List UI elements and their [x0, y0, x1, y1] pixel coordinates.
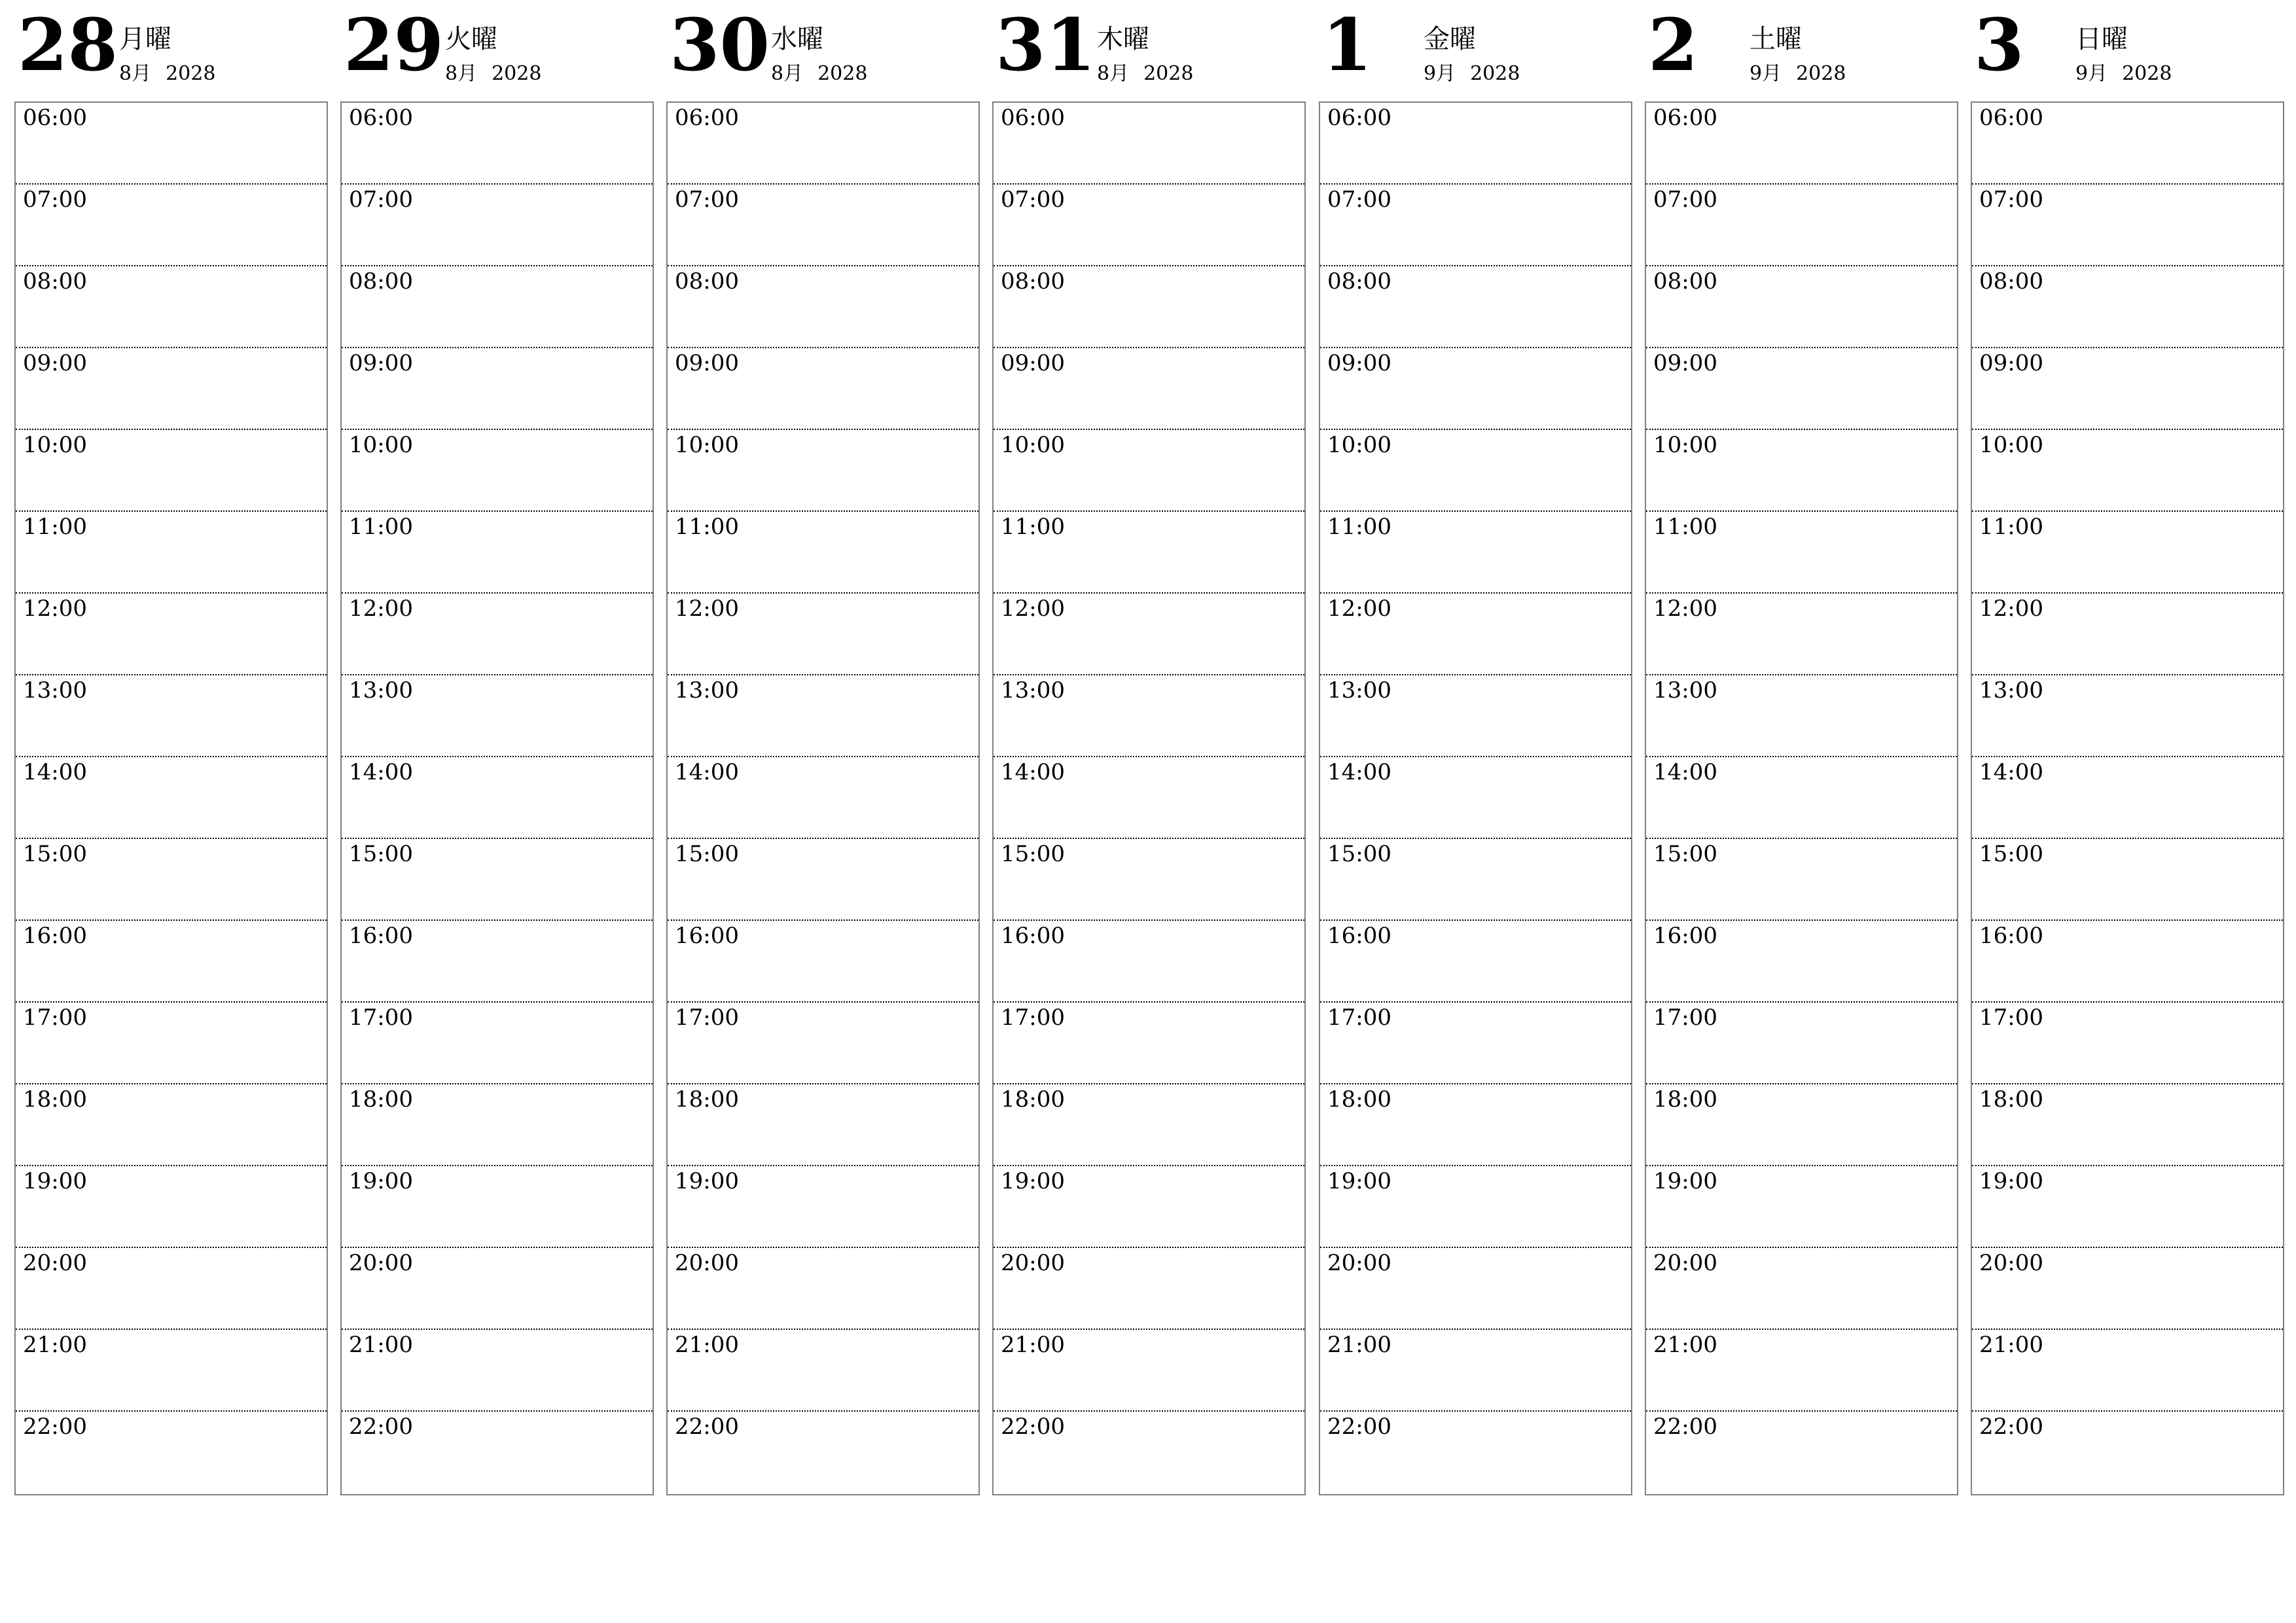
time-slot[interactable] [994, 512, 1304, 594]
time-slot-label: 16:00 [23, 923, 87, 949]
time-slot[interactable] [342, 512, 653, 594]
time-slot[interactable] [668, 1330, 978, 1412]
time-slot-label: 16:00 [1001, 923, 1065, 949]
time-slot[interactable] [1972, 1330, 2283, 1412]
time-slot-label: 08:00 [1001, 268, 1065, 294]
time-slot[interactable] [668, 594, 978, 675]
time-slot[interactable] [994, 921, 1304, 1003]
time-slot[interactable] [1646, 185, 1957, 266]
time-slot[interactable] [994, 839, 1304, 921]
time-slot-label: 11:00 [1327, 514, 1391, 540]
time-slot-label: 21:00 [349, 1332, 413, 1358]
time-slot-label: 19:00 [349, 1168, 413, 1194]
time-slot-label: 06:00 [1001, 105, 1065, 131]
time-slot-label: 12:00 [1653, 596, 1717, 622]
time-slot-label: 07:00 [675, 187, 739, 213]
day-number: 30 [670, 3, 770, 87]
time-slot-label: 15:00 [23, 841, 87, 867]
time-slot-label: 07:00 [1979, 187, 2043, 213]
day-number: 1 [1322, 3, 1372, 87]
time-slot-label: 19:00 [1979, 1168, 2043, 1194]
time-slot[interactable] [994, 430, 1304, 512]
time-slot-label: 06:00 [1327, 105, 1391, 131]
time-slot-label: 21:00 [1327, 1332, 1391, 1358]
time-slot[interactable] [668, 839, 978, 921]
time-slot-label: 18:00 [675, 1086, 739, 1113]
year-label: 2028 [1796, 62, 1846, 85]
time-slot-label: 17:00 [675, 1005, 739, 1031]
time-slot-label: 10:00 [1327, 432, 1391, 458]
time-slot[interactable] [994, 266, 1304, 348]
time-slot-label: 17:00 [1979, 1005, 2043, 1031]
time-slot-label: 17:00 [1001, 1005, 1065, 1031]
time-slot-label: 10:00 [23, 432, 87, 458]
day-schedule-box [1971, 101, 2284, 1495]
time-slot[interactable] [16, 1412, 327, 1493]
time-slot[interactable] [1646, 103, 1957, 185]
time-slot[interactable] [994, 1330, 1304, 1412]
time-slot[interactable] [1646, 757, 1957, 839]
time-slot[interactable] [668, 757, 978, 839]
time-slot[interactable] [1320, 1412, 1631, 1493]
time-slot[interactable] [1646, 1412, 1957, 1493]
time-slot[interactable] [1646, 675, 1957, 757]
time-slot[interactable] [16, 185, 327, 266]
time-slot[interactable] [342, 1166, 653, 1248]
time-slot[interactable] [668, 1003, 978, 1084]
time-slot[interactable] [16, 1084, 327, 1166]
day-column [14, 0, 328, 1499]
time-slot-label: 14:00 [1327, 759, 1391, 785]
day-header [1645, 0, 1958, 101]
time-slot-label: 17:00 [349, 1005, 413, 1031]
time-slot-label: 13:00 [349, 677, 413, 704]
time-slot[interactable] [1320, 594, 1631, 675]
time-slot[interactable] [1972, 266, 2283, 348]
weekday-label: 土曜 [1749, 24, 1802, 54]
time-slot-label: 15:00 [1001, 841, 1065, 867]
time-slot[interactable] [1646, 430, 1957, 512]
time-slot[interactable] [1320, 839, 1631, 921]
day-column [992, 0, 1306, 1499]
time-slot[interactable] [1646, 1248, 1957, 1330]
time-slot[interactable] [16, 266, 327, 348]
time-slot[interactable] [1646, 1166, 1957, 1248]
time-slot[interactable] [1646, 1084, 1957, 1166]
time-slot[interactable] [668, 512, 978, 594]
time-slot-label: 10:00 [349, 432, 413, 458]
time-slot-label: 18:00 [1979, 1086, 2043, 1113]
time-slot-label: 09:00 [1327, 350, 1391, 376]
time-slot[interactable] [16, 757, 327, 839]
day-column [1319, 0, 1632, 1499]
day-number: 29 [344, 3, 444, 87]
time-slot-label: 18:00 [23, 1086, 87, 1113]
time-slot[interactable] [16, 512, 327, 594]
time-slot-label: 12:00 [1001, 596, 1065, 622]
time-slot[interactable] [994, 1003, 1304, 1084]
day-number: 28 [18, 3, 118, 87]
time-slot-label: 11:00 [1001, 514, 1065, 540]
time-slot[interactable] [16, 348, 327, 430]
time-slot[interactable] [342, 594, 653, 675]
time-slot[interactable] [668, 1084, 978, 1166]
year-label: 2028 [492, 62, 542, 85]
time-slot-label: 11:00 [675, 514, 739, 540]
time-slot[interactable] [994, 103, 1304, 185]
time-slot-label: 18:00 [1653, 1086, 1717, 1113]
time-slot[interactable] [994, 594, 1304, 675]
time-slot-label: 15:00 [675, 841, 739, 867]
time-slot-label: 07:00 [349, 187, 413, 213]
day-schedule-box [1645, 101, 1958, 1495]
time-slot-label: 22:00 [1979, 1414, 2043, 1440]
time-slot-label: 20:00 [1327, 1250, 1391, 1276]
time-slot-label: 14:00 [675, 759, 739, 785]
time-slot[interactable] [668, 430, 978, 512]
time-slot[interactable] [1320, 1084, 1631, 1166]
day-header [1971, 0, 2284, 101]
day-number: 31 [996, 3, 1096, 87]
time-slot-label: 13:00 [675, 677, 739, 704]
time-slot-label: 13:00 [23, 677, 87, 704]
time-slot-label: 06:00 [675, 105, 739, 131]
time-slot-label: 07:00 [23, 187, 87, 213]
time-slot[interactable] [1972, 1248, 2283, 1330]
time-slot-label: 09:00 [23, 350, 87, 376]
time-slot[interactable] [1972, 921, 2283, 1003]
time-slot-label: 16:00 [1979, 923, 2043, 949]
month-label: 9月 [2075, 62, 2108, 85]
time-slot[interactable] [1972, 512, 2283, 594]
time-slot[interactable] [994, 348, 1304, 430]
time-slot[interactable] [994, 757, 1304, 839]
time-slot[interactable] [342, 839, 653, 921]
time-slot-label: 16:00 [1653, 923, 1717, 949]
year-label: 2028 [1470, 62, 1520, 85]
month-year-label [1749, 64, 1846, 84]
day-schedule-box [14, 101, 328, 1495]
time-slot-label: 12:00 [1327, 596, 1391, 622]
time-slot[interactable] [342, 348, 653, 430]
time-slot[interactable] [1972, 757, 2283, 839]
time-slot-label: 08:00 [1327, 268, 1391, 294]
time-slot-label: 15:00 [1327, 841, 1391, 867]
time-slot-label: 19:00 [1327, 1168, 1391, 1194]
time-slot[interactable] [1320, 103, 1631, 185]
time-slot[interactable] [668, 103, 978, 185]
month-year-label [2075, 64, 2172, 84]
time-slot[interactable] [342, 1330, 653, 1412]
day-schedule-box [1319, 101, 1632, 1495]
time-slot[interactable] [1320, 185, 1631, 266]
weekday-label: 日曜 [2075, 24, 2128, 54]
day-number: 2 [1648, 3, 1698, 87]
time-slot[interactable] [1972, 348, 2283, 430]
day-schedule-box [666, 101, 980, 1495]
time-slot[interactable] [16, 1166, 327, 1248]
time-slot-label: 20:00 [675, 1250, 739, 1276]
time-slot-label: 15:00 [349, 841, 413, 867]
time-slot-label: 15:00 [1979, 841, 2043, 867]
day-column [666, 0, 980, 1499]
time-slot[interactable] [994, 1166, 1304, 1248]
time-slot-label: 16:00 [1327, 923, 1391, 949]
time-slot[interactable] [342, 266, 653, 348]
month-label: 8月 [771, 62, 804, 85]
time-slot-label: 06:00 [1653, 105, 1717, 131]
time-slot[interactable] [668, 185, 978, 266]
time-slot[interactable] [342, 757, 653, 839]
day-number: 3 [1974, 3, 2024, 87]
time-slot[interactable] [1320, 430, 1631, 512]
time-slot-label: 20:00 [349, 1250, 413, 1276]
day-header [992, 0, 1306, 101]
time-slot-label: 17:00 [1327, 1005, 1391, 1031]
time-slot[interactable] [16, 675, 327, 757]
time-slot-label: 22:00 [1327, 1414, 1391, 1440]
day-header [340, 0, 654, 101]
year-label: 2028 [166, 62, 216, 85]
time-slot[interactable] [994, 1084, 1304, 1166]
time-slot-label: 08:00 [675, 268, 739, 294]
time-slot[interactable] [668, 266, 978, 348]
time-slot-label: 18:00 [1001, 1086, 1065, 1113]
time-slot[interactable] [1646, 594, 1957, 675]
time-slot-label: 16:00 [349, 923, 413, 949]
time-slot-label: 06:00 [1979, 105, 2043, 131]
time-slot[interactable] [668, 348, 978, 430]
time-slot[interactable] [1646, 921, 1957, 1003]
day-column [1971, 0, 2284, 1499]
time-slot-label: 07:00 [1653, 187, 1717, 213]
time-slot-label: 15:00 [1653, 841, 1717, 867]
time-slot[interactable] [16, 594, 327, 675]
time-slot-label: 11:00 [349, 514, 413, 540]
time-slot[interactable] [994, 185, 1304, 266]
time-slot-label: 12:00 [675, 596, 739, 622]
time-slot[interactable] [1320, 1003, 1631, 1084]
time-slot[interactable] [16, 921, 327, 1003]
time-slot-label: 22:00 [675, 1414, 739, 1440]
time-slot[interactable] [16, 1330, 327, 1412]
month-year-label [1097, 64, 1193, 84]
time-slot-label: 10:00 [1653, 432, 1717, 458]
day-schedule-box [340, 101, 654, 1495]
time-slot[interactable] [1320, 512, 1631, 594]
weekday-label: 水曜 [771, 24, 823, 54]
time-slot-label: 17:00 [23, 1005, 87, 1031]
time-slot-label: 14:00 [1653, 759, 1717, 785]
time-slot-label: 06:00 [349, 105, 413, 131]
time-slot-label: 20:00 [1979, 1250, 2043, 1276]
time-slot[interactable] [1646, 839, 1957, 921]
time-slot[interactable] [342, 430, 653, 512]
time-slot[interactable] [16, 103, 327, 185]
time-slot-label: 22:00 [349, 1414, 413, 1440]
weekday-label: 金曜 [1424, 24, 1476, 54]
time-slot[interactable] [1972, 103, 2283, 185]
time-slot-label: 18:00 [349, 1086, 413, 1113]
time-slot-label: 13:00 [1653, 677, 1717, 704]
time-slot[interactable] [1972, 185, 2283, 266]
time-slot[interactable] [1320, 1166, 1631, 1248]
time-slot[interactable] [1320, 757, 1631, 839]
time-slot[interactable] [1972, 430, 2283, 512]
time-slot-label: 19:00 [23, 1168, 87, 1194]
time-slot-label: 14:00 [1001, 759, 1065, 785]
time-slot[interactable] [1646, 512, 1957, 594]
time-slot[interactable] [1972, 1084, 2283, 1166]
time-slot-label: 19:00 [1653, 1168, 1717, 1194]
time-slot-label: 12:00 [349, 596, 413, 622]
time-slot-label: 21:00 [1653, 1332, 1717, 1358]
time-slot-label: 13:00 [1327, 677, 1391, 704]
time-slot[interactable] [342, 921, 653, 1003]
time-slot-label: 08:00 [1979, 268, 2043, 294]
time-slot-label: 11:00 [23, 514, 87, 540]
time-slot[interactable] [342, 1084, 653, 1166]
time-slot[interactable] [994, 675, 1304, 757]
time-slot[interactable] [668, 1166, 978, 1248]
time-slot[interactable] [342, 1248, 653, 1330]
time-slot[interactable] [1972, 1166, 2283, 1248]
time-slot-label: 16:00 [675, 923, 739, 949]
time-slot-label: 09:00 [1653, 350, 1717, 376]
time-slot-label: 22:00 [1653, 1414, 1717, 1440]
weekday-label: 木曜 [1097, 24, 1149, 54]
time-slot-label: 20:00 [1001, 1250, 1065, 1276]
time-slot-label: 14:00 [1979, 759, 2043, 785]
time-slot-label: 19:00 [1001, 1168, 1065, 1194]
time-slot-label: 21:00 [675, 1332, 739, 1358]
weekday-label: 火曜 [445, 24, 497, 54]
day-header [1319, 0, 1632, 101]
time-slot[interactable] [342, 103, 653, 185]
time-slot-label: 13:00 [1001, 677, 1065, 704]
time-slot-label: 19:00 [675, 1168, 739, 1194]
time-slot-label: 11:00 [1653, 514, 1717, 540]
time-slot-label: 21:00 [1979, 1332, 2043, 1358]
time-slot[interactable] [342, 1003, 653, 1084]
time-slot[interactable] [1972, 675, 2283, 757]
time-slot[interactable] [16, 1248, 327, 1330]
time-slot[interactable] [1646, 348, 1957, 430]
time-slot[interactable] [1320, 675, 1631, 757]
time-slot[interactable] [342, 1412, 653, 1493]
year-label: 2028 [1143, 62, 1194, 85]
time-slot-label: 08:00 [349, 268, 413, 294]
time-slot[interactable] [1320, 266, 1631, 348]
time-slot-label: 20:00 [23, 1250, 87, 1276]
day-column [1645, 0, 1958, 1499]
time-slot-label: 09:00 [675, 350, 739, 376]
time-slot-label: 08:00 [23, 268, 87, 294]
time-slot[interactable] [1646, 1330, 1957, 1412]
time-slot-label: 13:00 [1979, 677, 2043, 704]
day-column [340, 0, 654, 1499]
time-slot[interactable] [342, 675, 653, 757]
month-label: 9月 [1749, 62, 1782, 85]
month-label: 8月 [445, 62, 478, 85]
time-slot[interactable] [668, 675, 978, 757]
month-year-label [771, 64, 867, 84]
day-header [14, 0, 328, 101]
time-slot-label: 12:00 [1979, 596, 2043, 622]
time-slot-label: 10:00 [675, 432, 739, 458]
time-slot[interactable] [16, 839, 327, 921]
time-slot-label: 18:00 [1327, 1086, 1391, 1113]
time-slot-label: 21:00 [23, 1332, 87, 1358]
month-label: 8月 [1097, 62, 1130, 85]
time-slot-label: 22:00 [23, 1414, 87, 1440]
weekday-label: 月曜 [119, 24, 171, 54]
time-slot[interactable] [16, 1003, 327, 1084]
month-label: 8月 [119, 62, 152, 85]
time-slot-label: 22:00 [1001, 1414, 1065, 1440]
time-slot-label: 11:00 [1979, 514, 2043, 540]
month-year-label [1424, 64, 1520, 84]
time-slot[interactable] [342, 185, 653, 266]
time-slot[interactable] [1320, 921, 1631, 1003]
time-slot-label: 10:00 [1001, 432, 1065, 458]
year-label: 2028 [2122, 62, 2172, 85]
time-slot[interactable] [1972, 1412, 2283, 1493]
time-slot[interactable] [1972, 594, 2283, 675]
time-slot-label: 09:00 [1979, 350, 2043, 376]
time-slot[interactable] [1972, 839, 2283, 921]
day-header [666, 0, 980, 101]
day-schedule-box [992, 101, 1306, 1495]
time-slot[interactable] [994, 1248, 1304, 1330]
time-slot-label: 12:00 [23, 596, 87, 622]
month-year-label [445, 64, 541, 84]
time-slot-label: 06:00 [23, 105, 87, 131]
time-slot[interactable] [668, 921, 978, 1003]
time-slot-label: 21:00 [1001, 1332, 1065, 1358]
time-slot[interactable] [668, 1248, 978, 1330]
time-slot-label: 17:00 [1653, 1005, 1717, 1031]
time-slot[interactable] [1320, 1248, 1631, 1330]
time-slot[interactable] [668, 1412, 978, 1493]
year-label: 2028 [817, 62, 868, 85]
time-slot[interactable] [1646, 1003, 1957, 1084]
time-slot-label: 10:00 [1979, 432, 2043, 458]
time-slot-label: 07:00 [1327, 187, 1391, 213]
month-label: 9月 [1424, 62, 1456, 85]
time-slot-label: 09:00 [349, 350, 413, 376]
time-slot[interactable] [1320, 1330, 1631, 1412]
time-slot[interactable] [994, 1412, 1304, 1493]
time-slot-label: 14:00 [23, 759, 87, 785]
time-slot[interactable] [1320, 348, 1631, 430]
time-slot[interactable] [1646, 266, 1957, 348]
time-slot[interactable] [16, 430, 327, 512]
time-slot-label: 14:00 [349, 759, 413, 785]
month-year-label [119, 64, 215, 84]
time-slot-label: 08:00 [1653, 268, 1717, 294]
time-slot-label: 07:00 [1001, 187, 1065, 213]
time-slot-label: 09:00 [1001, 350, 1065, 376]
time-slot[interactable] [1972, 1003, 2283, 1084]
time-slot-label: 20:00 [1653, 1250, 1717, 1276]
